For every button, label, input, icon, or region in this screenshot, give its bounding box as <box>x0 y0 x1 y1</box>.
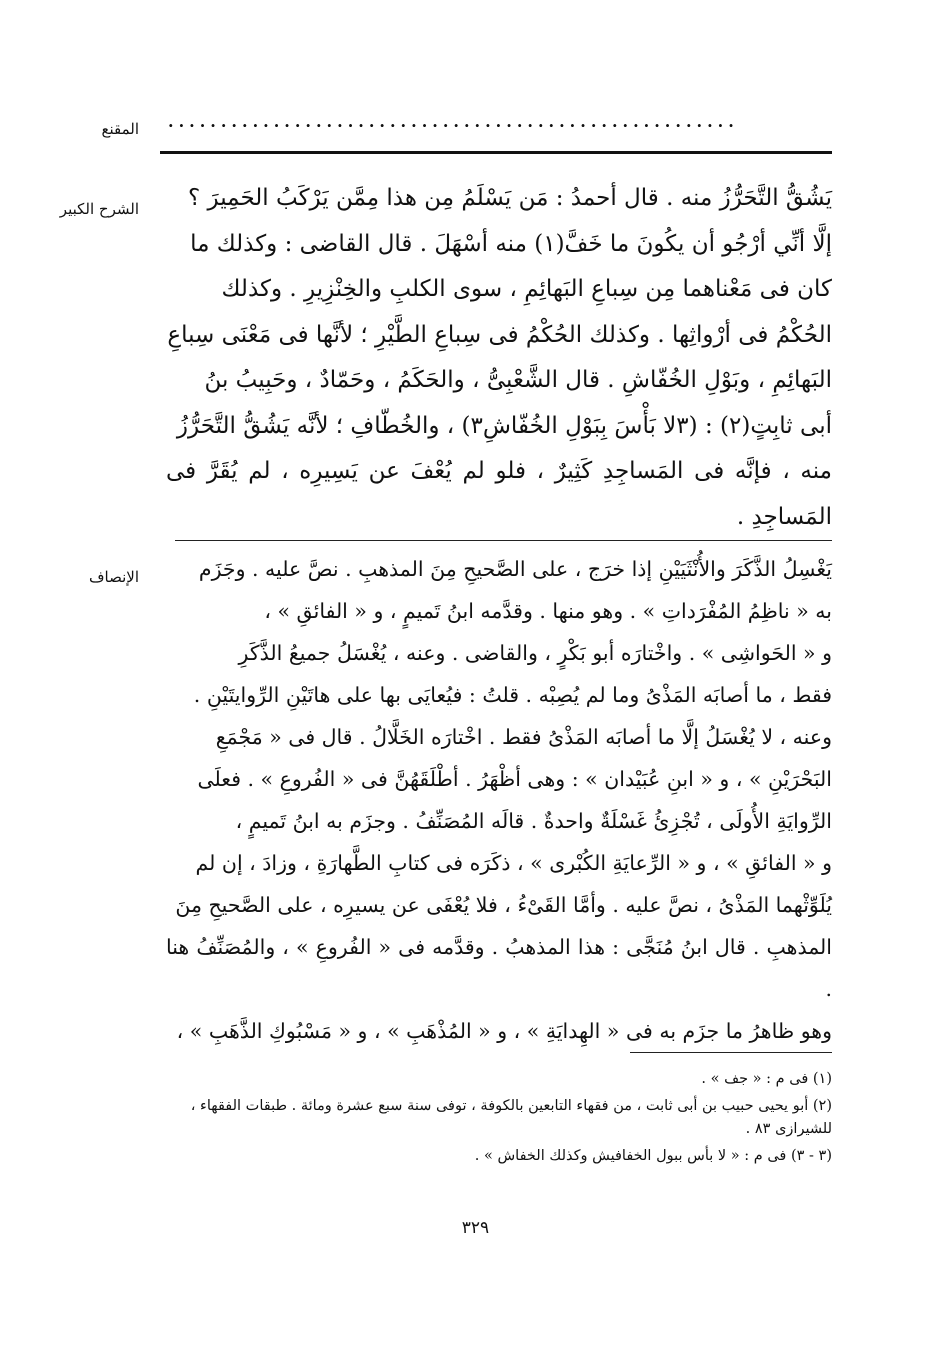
footnotes <box>166 1068 832 1172</box>
text-line: به « ناظِمُ المُفْرَداتِ » . وهو منها . وقدَّمه ابنُ تَميمٍ ، و « الفائقِ » ، <box>264 599 832 623</box>
text-line: البَهائِمِ ، وبَوْلِ الخُفّاشِ . قال الشَّعْبِىُّ ، والحَكَمُ ، وحَمّادٌ ، وحَبِيبُ بنُ <box>204 367 832 393</box>
text-line: فقط ، ما أصابَه المَذْىُ وما لم يُصِبْه . قلتُ : فيُعايَى بها على هاتَيْنِ الرِّوايتَيْنِ . <box>193 683 832 707</box>
header-dotted-leader: ...................................................... <box>168 112 739 131</box>
text-line: وهو ظاهرُ ما جزَم به فى « الهِدايَةِ » ، و « المُذْهَبِ » ، و « مَسْبُوكِ الذَّهَبِ » ، <box>176 1019 832 1043</box>
header-rule <box>160 151 832 154</box>
text-line: و « الحَواشِى » . واخْتارَه أبو بَكْرٍ ، والقاضى . وعنه ، يُغْسَلُ جميعُ الذَّكَرِ <box>238 641 832 665</box>
text-line: إلَّا أنِّي أرْجُو أن يكُونَ ما خَفَّ(١) منه أسْهَلَ . قال القاضى : وكذلك ما <box>190 230 832 257</box>
footnote-1: (١) فى م : « جف » . <box>701 1071 832 1087</box>
text-line: المذهبِ . قال ابنُ مُنَجَّى : هذا المذهبُ . وقدَّمه فى « الفُروعِ » ، والمُصَنِّفُ هنا . <box>166 935 832 1001</box>
side-label-insaf: الإنصاف <box>88 568 139 586</box>
text-line: الحُكْمُ فى أرْواثِها . وكذلك الحُكْمُ فى سِباعِ الطَّيْرِ ؛ لأنَّها فى مَعْنَى سِباعِ <box>167 321 832 348</box>
side-label-sharh: الشرح الكبير <box>59 200 139 218</box>
text-line: وعنه ، لا يُغْسَلُ إلَّا ما أصابَه المَذْىُ فقط . اخْتارَه الخَلَّالُ . قال فى « مَجْمَعِ <box>215 725 832 749</box>
footnote-rule <box>630 1052 832 1053</box>
text-line: و « الفائقِ » ، و « الرِّعايَةِ الكُبْرى » ، ذكَرَه فى كتابِ الطَّهارَةِ ، وزادَ ، إن لم <box>195 851 832 875</box>
sharh-text-block <box>166 176 832 540</box>
running-header-title: المقنع <box>101 120 139 138</box>
text-line: يَغْسِلُ الذَّكَرَ والأُنْثَيَيْنِ إذا خرَج ، على الصَّحيحِ مِنَ المذهبِ . نصَّ عليه . وجَزَم <box>198 557 832 581</box>
text-line: كان فى مَعْناهما مِن سِباعِ البَهائِمِ ، سوى الكلبِ والخِنْزِيرِ . وكذلك <box>221 276 832 302</box>
insaf-text-block <box>166 548 832 1052</box>
text-line: يَشُقُّ التَّحَرُّزُ منه . قال أحمدُ : مَن يَسْلَمُ مِن هذا مِمَّن يَرْكَبُ الحَمِيرَ ؟ <box>188 185 832 211</box>
text-line: أبى ثابِتٍ(٢) : (٣لا بَأْسَ بِبَوْلِ الخُفّاشِ٣) ، والخُطّافِ ؛ لأنَّه يَشُقُّ التَّحَرُّزُ <box>176 412 832 439</box>
footnote-3: (٣ - ٣) فى م : « لا بأس ببول الخفافيش وكذلك الخفاش » . <box>474 1148 832 1164</box>
section-divider <box>175 540 832 541</box>
footnote-2: (٢) أبو يحيى حبيب بن أبى ثابت ، من فقهاء التابعين بالكوفة ، توفى سنة سبع عشرة ومائة . طبقات الفقهاء ، للشيرازى ٨٣ . <box>190 1098 832 1137</box>
text-line: الرِّوايَةِ الأُولَى ، تُجْزِئُ غَسْلَةٌ واحدةٌ . قالَه المُصَنِّفُ . وجزَم به ابنُ تَميمٍ ، <box>235 809 832 833</box>
text-line: البَحْرَيْنِ » ، و « ابنِ عُبَيْدان » : وهى أظْهَرُ . أطْلَقَهُنَّ فى « الفُروعِ » . فعلَى <box>197 767 832 791</box>
text-line: يُلَوِّثْهما المَذْىُ ، نصَّ عليه . وأمَّا القَىْءُ ، فلا يُعْفَى عن يسيرِه ، على الصَّحيحِ مِنَ <box>175 893 832 917</box>
text-line: منه ، فإنَّه فى المَساجِدِ كَثِيرٌ ، فلو لم يُعْفَ عن يَسِيرِه ، لم يُقَرَّ فى المَساجِدِ . <box>166 458 832 530</box>
page-number: ٣٢٩ <box>461 1218 490 1238</box>
